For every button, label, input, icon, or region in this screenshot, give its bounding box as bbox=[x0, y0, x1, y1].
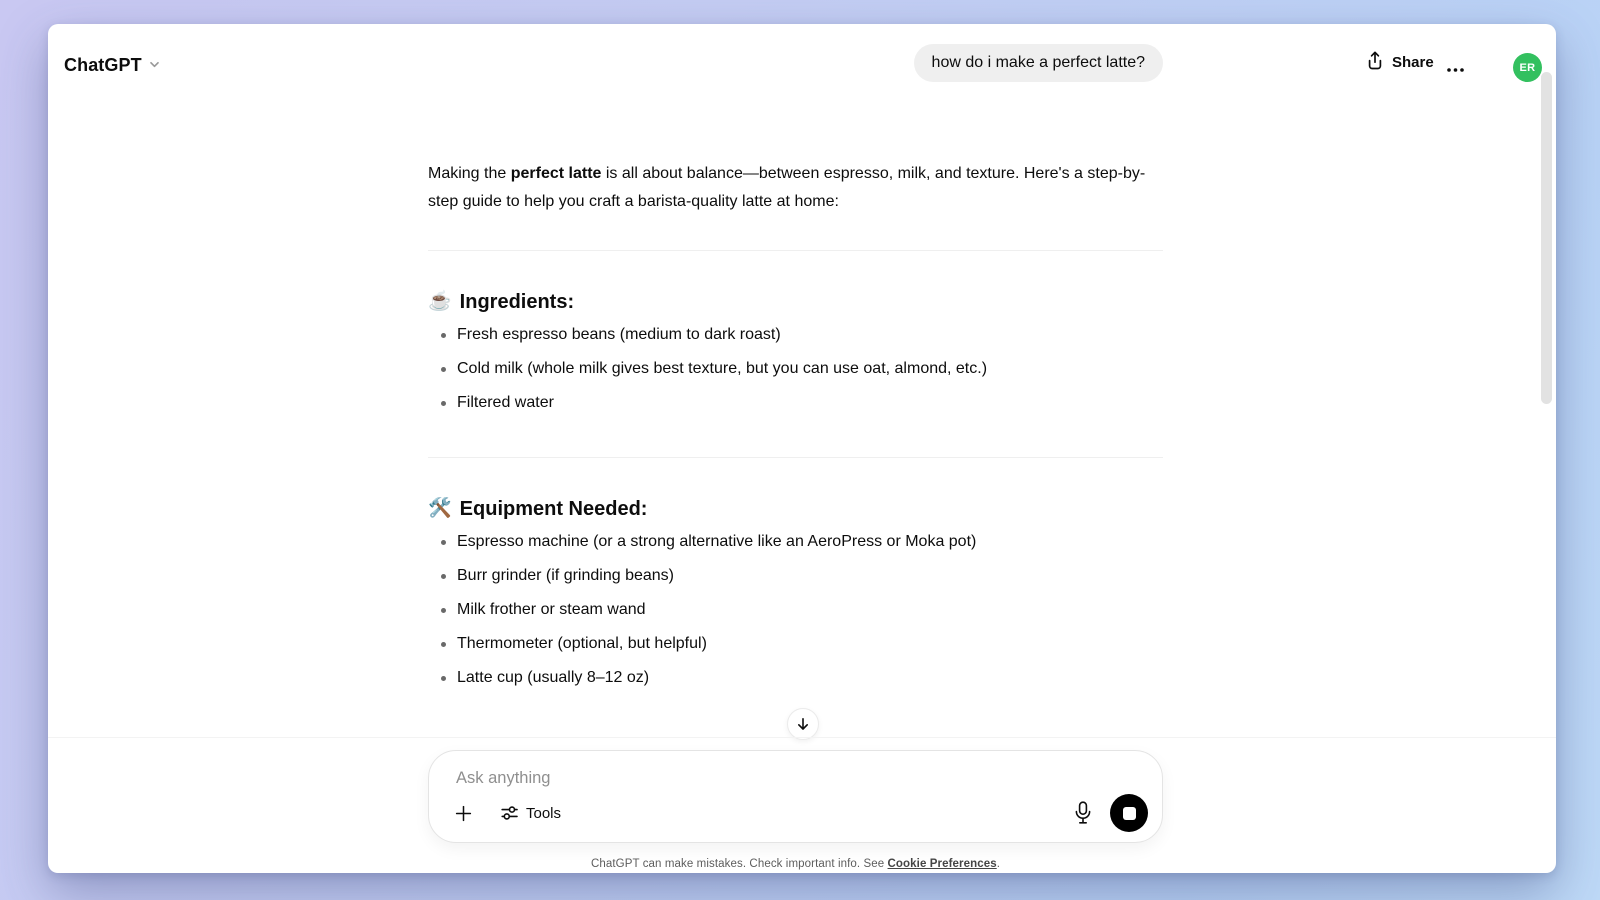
list-item-text: Milk frother or steam wand bbox=[457, 601, 646, 618]
assistant-sections bbox=[428, 250, 1163, 690]
upload-icon bbox=[1366, 50, 1384, 74]
bullet-icon bbox=[441, 574, 446, 579]
intro-bold-text: perfect latte bbox=[510, 165, 602, 182]
bullet-icon bbox=[441, 676, 446, 681]
arrow-down-icon bbox=[795, 716, 811, 732]
list-item bbox=[428, 357, 1163, 381]
list-item bbox=[428, 666, 1163, 690]
composer-divider bbox=[48, 737, 1556, 738]
list-item-text: Thermometer (optional, but helpful) bbox=[457, 635, 707, 652]
bullet-icon bbox=[441, 642, 446, 647]
list-item bbox=[428, 323, 1163, 347]
list-item bbox=[428, 564, 1163, 588]
user-message-bubble: how do i make a perfect latte? bbox=[914, 44, 1163, 82]
dictate-button[interactable] bbox=[1068, 798, 1098, 828]
user-message-row bbox=[428, 44, 1163, 82]
more-options-button[interactable] bbox=[1446, 60, 1465, 78]
bullet-icon bbox=[441, 540, 446, 545]
footer-disclaimer: ChatGPT can make mistakes. Check important info. See Cookie Preferences. bbox=[590, 858, 1001, 870]
bullet-icon bbox=[441, 608, 446, 613]
list-item-text: Espresso machine (or a strong alternative like an AeroPress or Moka pot) bbox=[457, 533, 977, 550]
tools-emoji-icon: 🛠️ bbox=[428, 498, 452, 519]
bullet-icon bbox=[441, 401, 446, 406]
share-button-label: Share bbox=[1392, 53, 1434, 71]
list-item-text: Fresh espresso beans (medium to dark roast) bbox=[457, 326, 781, 343]
stop-button[interactable] bbox=[1110, 794, 1148, 832]
app-title-label: ChatGPT bbox=[64, 55, 142, 75]
section-list bbox=[428, 530, 1163, 690]
avatar[interactable] bbox=[1513, 53, 1542, 82]
coffee-emoji-icon: ☕ bbox=[428, 291, 452, 312]
section-list bbox=[428, 323, 1163, 415]
list-item-text: Burr grinder (if grinding beans) bbox=[457, 567, 674, 584]
section-divider bbox=[428, 457, 1163, 458]
sliders-icon bbox=[501, 805, 518, 821]
list-item-text: Cold milk (whole milk gives best texture, but you can use oat, almond, etc.) bbox=[457, 360, 988, 377]
composer-toolbar bbox=[447, 793, 1148, 833]
attach-button[interactable] bbox=[447, 797, 479, 829]
list-item bbox=[428, 632, 1163, 656]
section-heading-label: Equipment Needed: bbox=[459, 498, 648, 520]
share-button[interactable] bbox=[1366, 50, 1434, 74]
section-divider bbox=[428, 250, 1163, 251]
list-item-text: Filtered water bbox=[457, 394, 554, 411]
avatar-initials: ER bbox=[1519, 61, 1536, 74]
message-input[interactable] bbox=[456, 769, 1056, 788]
assistant-intro-paragraph: Making the perfect latte is all about balance—between espresso, milk, and texture. Here's a step-by-step guide to help you craft a barista-quality latte at home: bbox=[428, 165, 1146, 210]
section-heading bbox=[428, 289, 1163, 315]
list-item bbox=[428, 530, 1163, 554]
tools-button-label: Tools bbox=[526, 804, 562, 822]
list-item-text: Latte cup (usually 8–12 oz) bbox=[457, 669, 650, 686]
composer[interactable] bbox=[428, 750, 1163, 843]
scroll-to-bottom-button[interactable] bbox=[787, 708, 819, 740]
section-heading-label: Ingredients: bbox=[459, 291, 575, 313]
section-heading bbox=[428, 496, 1163, 522]
model-picker[interactable] bbox=[64, 55, 161, 76]
plus-icon bbox=[453, 803, 474, 824]
bullet-icon bbox=[441, 333, 446, 338]
chatgpt-window bbox=[48, 24, 1556, 873]
cookie-preferences-link[interactable]: Cookie Preferences bbox=[887, 858, 997, 870]
conversation bbox=[428, 24, 1163, 690]
scrollbar-thumb[interactable] bbox=[1541, 72, 1552, 404]
chevron-down-icon bbox=[148, 55, 161, 76]
bullet-icon bbox=[441, 367, 446, 372]
microphone-icon bbox=[1074, 801, 1092, 825]
tools-button[interactable] bbox=[491, 799, 571, 828]
list-item bbox=[428, 391, 1163, 415]
stop-icon bbox=[1123, 807, 1136, 820]
list-item bbox=[428, 598, 1163, 622]
ellipsis-icon bbox=[1446, 67, 1465, 73]
